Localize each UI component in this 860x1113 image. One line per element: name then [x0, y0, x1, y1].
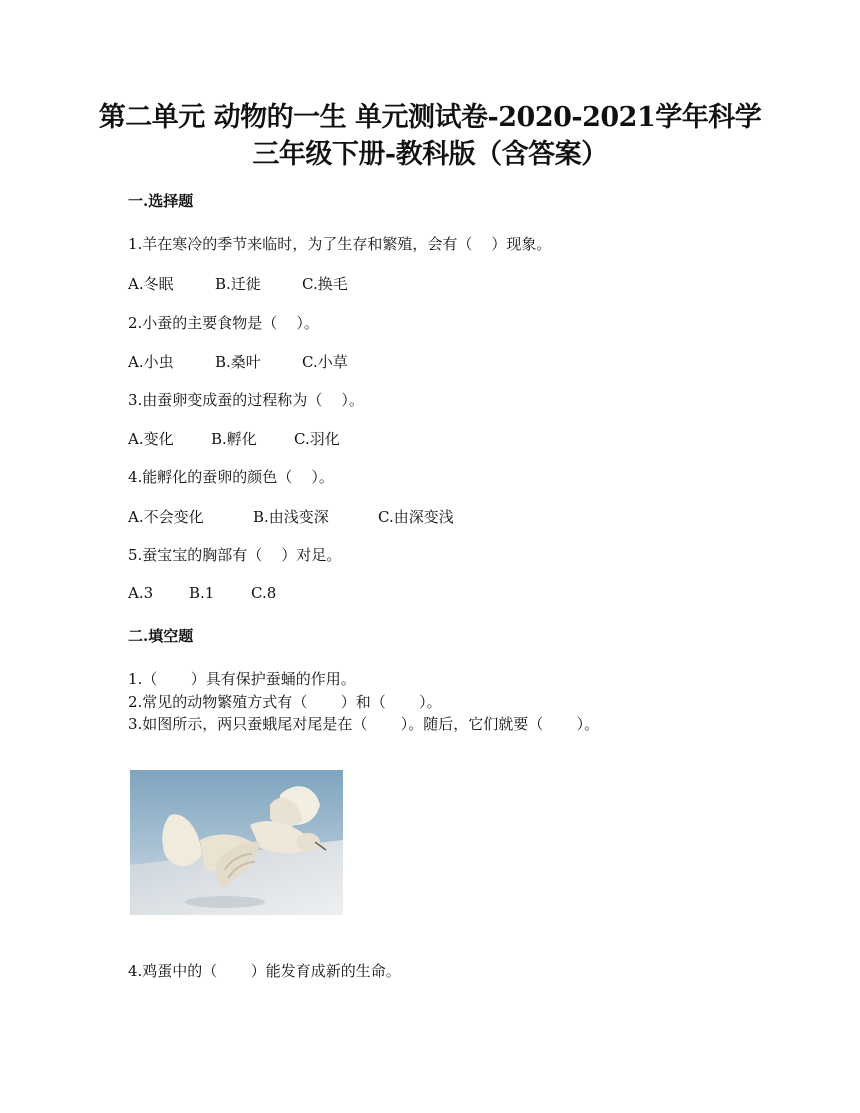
question-5: 5.蚕宝宝的胸部有（ ）对足。 — [128, 546, 342, 564]
q4-option-c: C.由深变浅 — [378, 508, 454, 526]
q2-option-b: B.桑叶 — [215, 353, 261, 371]
q3-option-b: B.孵化 — [211, 430, 257, 448]
q1-option-c: C.换毛 — [302, 275, 348, 293]
silkmoth-mating-photo — [130, 770, 343, 915]
q3-option-c: C.羽化 — [294, 430, 340, 448]
question-2: 2.小蚕的主要食物是（ ）。 — [128, 314, 319, 332]
q4-option-a: A.不会变化 — [128, 508, 204, 526]
q1-option-b: B.迁徙 — [215, 275, 261, 293]
question-1: 1.羊在寒冷的季节来临时，为了生存和繁殖，会有（ ）现象。 — [128, 235, 552, 253]
q2-option-c: C.小草 — [302, 353, 348, 371]
q5-option-a: A.3 — [128, 584, 154, 602]
document-title-line-1: 第二单元 动物的一生 单元测试卷-2020-2021学年科学 — [98, 102, 762, 133]
q4-option-b: B.由浅变深 — [253, 508, 329, 526]
q5-option-b: B.1 — [189, 584, 215, 602]
q5-option-c: C.8 — [251, 584, 277, 602]
section-heading-fill-blank: 二.填空题 — [128, 627, 194, 645]
q2-option-a: A.小虫 — [128, 353, 174, 371]
silkmoth-photo-icon — [130, 770, 343, 915]
fill-blank-3: 3.如图所示，两只蚕蛾尾对尾是在（ ）。随后，它们就要（ ）。 — [128, 715, 600, 733]
q1-option-a: A.冬眠 — [128, 275, 174, 293]
document-title-line-2: 三年级下册-教科版（含答案） — [252, 139, 608, 170]
fill-blank-4: 4.鸡蛋中的（ ）能发育成新的生命。 — [128, 962, 401, 980]
q3-option-a: A.变化 — [128, 430, 174, 448]
section-heading-choice: 一.选择题 — [128, 192, 194, 210]
question-3: 3.由蚕卵变成蚕的过程称为（ ）。 — [128, 391, 364, 409]
fill-blank-2: 2.常见的动物繁殖方式有（ ）和（ ）。 — [128, 693, 442, 711]
question-4: 4.能孵化的蚕卵的颜色（ ）。 — [128, 468, 334, 486]
fill-blank-1: 1.（ ）具有保护蚕蛹的作用。 — [128, 670, 356, 688]
